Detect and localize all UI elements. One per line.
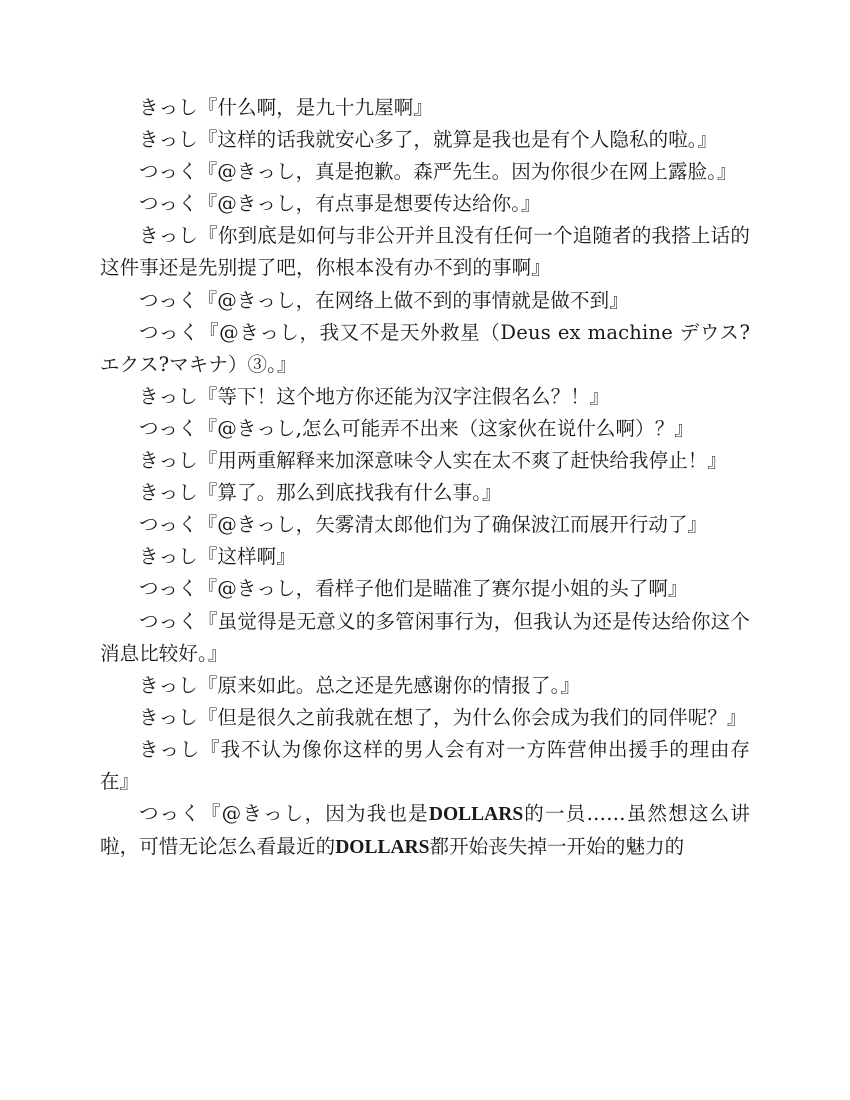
- message-text: つっく『@きっし，矢雾清太郎他们为了确保波江而展开行动了』: [139, 513, 708, 537]
- message-text: つっく『@きっし,怎么可能弄不出来（这家伙在说什么啊）？』: [139, 416, 694, 440]
- chat-message: [100, 381, 750, 413]
- message-text: つっく『@きっし，因为我也是: [139, 802, 429, 826]
- message-text: つっく『@きっし，有点事是想要传达给你。』: [139, 192, 541, 216]
- message-text: つっく『@きっし，我又不是天外救星（: [139, 320, 501, 344]
- chat-message: [100, 124, 750, 156]
- chat-message: [100, 734, 750, 798]
- message-text: つっく『@きっし，看样子他们是瞄准了赛尔提小姐的头了啊』: [139, 577, 688, 601]
- message-text: つっく『@きっし，在网络上做不到的事情就是做不到』: [139, 288, 629, 312]
- chat-message: [100, 541, 750, 573]
- message-text: きっし『但是很久之前我就在想了，为什么你会成为我们的同伴呢？』: [139, 705, 747, 729]
- message-text: 都开始丧失掉一开始的魅力的: [429, 835, 685, 859]
- chat-message: [100, 477, 750, 509]
- chat-message: [100, 92, 750, 124]
- message-text: きっし『我不认为像你这样的男人会有对一方阵营伸出援手的理由存在』: [100, 737, 750, 793]
- message-text: きっし『什么啊，是九十九屋啊』: [139, 96, 434, 119]
- message-text: きっし『原来如此。总之还是先感谢你的情报了。』: [139, 673, 581, 697]
- message-text: きっし『这样的话我就安心多了，就算是我也是有个人隐私的啦。』: [139, 128, 718, 152]
- message-text: つっく『虽觉得是无意义的多管闲事行为，但我认为还是传达给你这个消息比较好。』: [100, 609, 750, 665]
- chat-message: [100, 702, 750, 734]
- chat-message: [100, 509, 750, 541]
- latin-term: Deus ex machine: [500, 320, 673, 344]
- chat-message: [100, 798, 750, 864]
- message-text: つっく『@きっし，真是抱歉。森严先生。因为你很少在网上露脸。』: [139, 160, 737, 184]
- chat-message: [100, 188, 750, 220]
- chat-log: [100, 92, 750, 864]
- message-text: きっし『你到底是如何与非公开并且没有任何一个追随者的我搭上话的这件事还是先别提了吧，你根本没有办不到的事啊』: [100, 224, 750, 280]
- message-text: デウス?エクス?マキナ）③。』: [100, 320, 751, 376]
- chat-message: [100, 445, 750, 477]
- chat-message: [100, 156, 750, 188]
- message-text: きっし『用两重解释来加深意味令人实在太不爽了赶快给我停止！』: [139, 449, 728, 473]
- message-text: きっし『算了。那么到底找我有什么事。』: [139, 481, 502, 505]
- chat-message: [100, 670, 750, 702]
- message-text: きっし『这样啊』: [139, 545, 296, 569]
- chat-message: [100, 413, 750, 445]
- chat-message: [100, 317, 750, 381]
- emphasized-term: DOLLARS: [335, 837, 430, 859]
- message-text: 的一员……虽然想这么讲啦，可惜无论怎么看最近的: [100, 802, 750, 859]
- message-text: きっし『等下！这个地方你还能为汉字注假名么？！』: [139, 384, 610, 408]
- chat-message: [100, 285, 750, 317]
- emphasized-term: DOLLARS: [428, 804, 524, 826]
- chat-message: [100, 606, 750, 670]
- chat-message: [100, 220, 750, 284]
- chat-message: [100, 573, 750, 605]
